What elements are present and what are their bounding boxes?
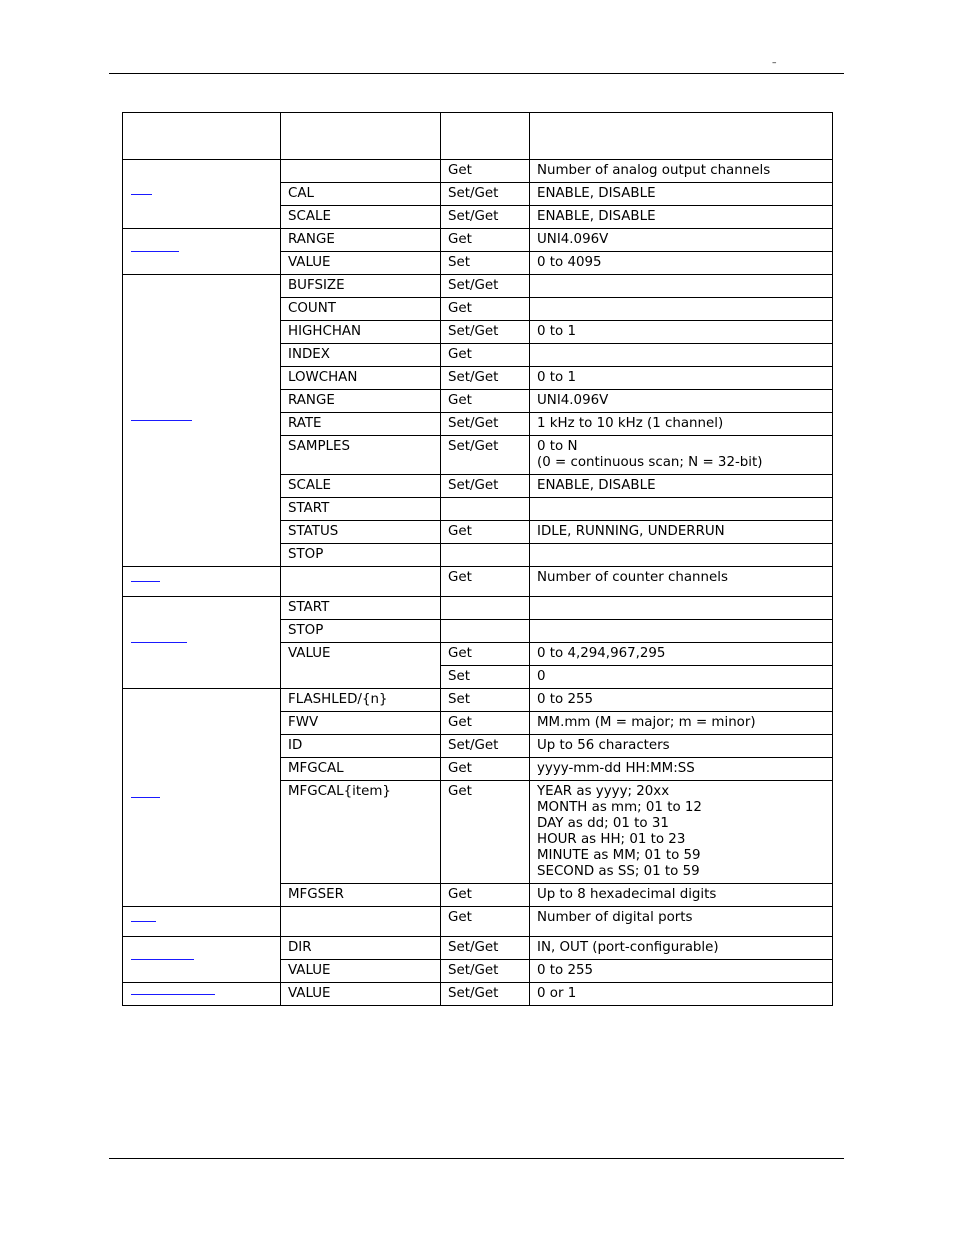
- property-cell: MFGCAL{item}: [281, 781, 441, 884]
- access-cell: Set/Get: [441, 413, 530, 436]
- component-cell: [123, 689, 281, 907]
- table-header-row: [123, 113, 833, 160]
- access-cell: Get: [441, 907, 530, 937]
- property-cell: START: [281, 597, 441, 620]
- component-link[interactable]: [131, 642, 187, 643]
- property-cell: RANGE: [281, 390, 441, 413]
- access-cell: Set/Get: [441, 206, 530, 229]
- values-cell: [530, 344, 833, 367]
- property-cell: RATE: [281, 413, 441, 436]
- values-cell: IDLE, RUNNING, UNDERRUN: [530, 521, 833, 544]
- table-row: [123, 275, 833, 298]
- values-cell: UNI4.096V: [530, 229, 833, 252]
- values-cell: [530, 298, 833, 321]
- property-cell: COUNT: [281, 298, 441, 321]
- values-cell: 0 to 1: [530, 367, 833, 390]
- access-cell: [441, 544, 530, 567]
- table-row: [123, 689, 833, 712]
- access-cell: Get: [441, 521, 530, 544]
- property-cell: CAL: [281, 183, 441, 206]
- footer-rule: [109, 1158, 844, 1159]
- values-cell: MM.mm (M = major; m = minor): [530, 712, 833, 735]
- property-cell: [281, 160, 441, 183]
- access-cell: Set/Get: [441, 367, 530, 390]
- access-cell: Get: [441, 229, 530, 252]
- access-cell: Get: [441, 643, 530, 666]
- header-mark: –: [772, 58, 777, 68]
- access-cell: Get: [441, 160, 530, 183]
- access-cell: [441, 498, 530, 521]
- property-cell: LOWCHAN: [281, 367, 441, 390]
- component-cell: [123, 907, 281, 937]
- access-cell: [441, 620, 530, 643]
- values-cell: [530, 620, 833, 643]
- table-row: [123, 229, 833, 252]
- component-cell: [123, 937, 281, 983]
- values-cell: Number of analog output channels: [530, 160, 833, 183]
- property-cell: HIGHCHAN: [281, 321, 441, 344]
- property-cell: MFGSER: [281, 884, 441, 907]
- access-cell: Get: [441, 884, 530, 907]
- header-rule: [109, 73, 844, 74]
- access-cell: Set/Get: [441, 475, 530, 498]
- access-cell: Get: [441, 712, 530, 735]
- values-cell: 0 or 1: [530, 983, 833, 1006]
- component-property-table: [122, 112, 833, 1006]
- property-cell: START: [281, 498, 441, 521]
- component-cell: [123, 160, 281, 229]
- values-cell: yyyy-mm-dd HH:MM:SS: [530, 758, 833, 781]
- component-link[interactable]: [131, 194, 152, 195]
- component-link[interactable]: [131, 797, 160, 798]
- table-row: [123, 597, 833, 620]
- component-link[interactable]: [131, 921, 156, 922]
- property-cell: RANGE: [281, 229, 441, 252]
- header-cell-property: [281, 113, 441, 160]
- access-cell: [441, 597, 530, 620]
- values-cell: 0 to 4,294,967,295: [530, 643, 833, 666]
- table-row: [123, 907, 833, 937]
- values-cell: [530, 498, 833, 521]
- values-cell: YEAR as yyyy; 20xx MONTH as mm; 01 to 12 DAY as dd; 01 to 31 HOUR as HH; 01 to 23 MINUTE as MM; 01 to 59 SECOND as SS; 01 to 59: [530, 781, 833, 884]
- values-cell: ENABLE, DISABLE: [530, 183, 833, 206]
- property-cell: DIR: [281, 937, 441, 960]
- property-cell: MFGCAL: [281, 758, 441, 781]
- values-cell: 0 to 255: [530, 960, 833, 983]
- component-link[interactable]: [131, 581, 160, 582]
- values-cell: Number of digital ports: [530, 907, 833, 937]
- property-cell: SAMPLES: [281, 436, 441, 475]
- property-cell: VALUE: [281, 252, 441, 275]
- access-cell: Set/Get: [441, 321, 530, 344]
- values-cell: Number of counter channels: [530, 567, 833, 597]
- values-cell: 1 kHz to 10 kHz (1 channel): [530, 413, 833, 436]
- property-cell: FWV: [281, 712, 441, 735]
- property-cell: STOP: [281, 620, 441, 643]
- access-cell: Set/Get: [441, 183, 530, 206]
- access-cell: Set/Get: [441, 436, 530, 475]
- header-cell-component: [123, 113, 281, 160]
- access-cell: Set: [441, 666, 530, 689]
- values-cell: 0 to 4095: [530, 252, 833, 275]
- values-cell: Up to 56 characters: [530, 735, 833, 758]
- component-cell: [123, 597, 281, 689]
- access-cell: Get: [441, 567, 530, 597]
- access-cell: Set/Get: [441, 983, 530, 1006]
- property-cell: STOP: [281, 544, 441, 567]
- values-cell: 0: [530, 666, 833, 689]
- property-cell: SCALE: [281, 475, 441, 498]
- values-cell: 0 to 255: [530, 689, 833, 712]
- table-row: [123, 160, 833, 183]
- values-cell: ENABLE, DISABLE: [530, 475, 833, 498]
- values-cell: 0 to 1: [530, 321, 833, 344]
- access-cell: Set: [441, 252, 530, 275]
- property-cell: ID: [281, 735, 441, 758]
- values-cell: [530, 544, 833, 567]
- table-row: [123, 937, 833, 960]
- property-cell: VALUE: [281, 983, 441, 1006]
- property-cell: SCALE: [281, 206, 441, 229]
- component-link[interactable]: [131, 251, 179, 252]
- values-cell: UNI4.096V: [530, 390, 833, 413]
- access-cell: Set: [441, 689, 530, 712]
- header-cell-values: [530, 113, 833, 160]
- values-cell: Up to 8 hexadecimal digits: [530, 884, 833, 907]
- access-cell: Set/Get: [441, 960, 530, 983]
- access-cell: Get: [441, 781, 530, 884]
- component-cell: [123, 275, 281, 567]
- table-row: [123, 983, 833, 1006]
- component-cell: [123, 567, 281, 597]
- property-cell: STATUS: [281, 521, 441, 544]
- property-cell: [281, 567, 441, 597]
- component-cell: [123, 229, 281, 275]
- component-link[interactable]: [131, 994, 215, 995]
- access-cell: Get: [441, 298, 530, 321]
- property-cell: FLASHLED/{n}: [281, 689, 441, 712]
- access-cell: Get: [441, 390, 530, 413]
- access-cell: Set/Get: [441, 937, 530, 960]
- component-link[interactable]: [131, 959, 194, 960]
- component-link[interactable]: [131, 420, 192, 421]
- values-cell: [530, 597, 833, 620]
- access-cell: Get: [441, 344, 530, 367]
- component-cell: [123, 983, 281, 1006]
- property-cell: VALUE: [281, 643, 441, 689]
- values-cell: ENABLE, DISABLE: [530, 206, 833, 229]
- access-cell: Set/Get: [441, 275, 530, 298]
- header-cell-access: [441, 113, 530, 160]
- values-cell: 0 to N (0 = continuous scan; N = 32-bit): [530, 436, 833, 475]
- values-cell: [530, 275, 833, 298]
- property-cell: BUFSIZE: [281, 275, 441, 298]
- access-cell: Set/Get: [441, 735, 530, 758]
- table-row: [123, 567, 833, 597]
- property-cell: VALUE: [281, 960, 441, 983]
- values-cell: IN, OUT (port-configurable): [530, 937, 833, 960]
- property-cell: [281, 907, 441, 937]
- access-cell: Get: [441, 758, 530, 781]
- property-cell: INDEX: [281, 344, 441, 367]
